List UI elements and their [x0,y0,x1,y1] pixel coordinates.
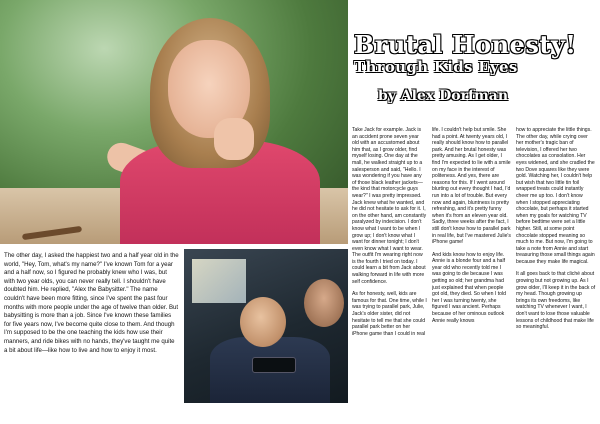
text-column-3 [516,127,596,419]
main-photo [0,0,348,244]
background-screen [192,259,246,303]
boy-head [240,297,286,347]
intro-paragraph: The other day, I asked the happiest two and a half year old in the world, "Hey, Tom, what's my name?" I've known Tom for a year and a half now, so I figured he probably knew who I was, but with two year olds, you can never really tell. I shouldn't have doubted him. He replied, "Alex the Babysitter." The name couldn't have been more fitting, since I've spent the past four months with more people under the age of twelve than older. But babysitting is more than a job. Since I've known these families for five years now, I've become quite close to them. And though I'm supposed to be the one teaching the kids how use their manners, and ride bikes with no hands, they've taught me quite a bit about life—like how to live and how to enjoy it most. [4,252,179,354]
text-column-1 [352,127,427,419]
column-paragraph: As for honesty, well, kids are famous for that. One time, while I was trying to parallel park, Julie, Jack's older sister, did not hesitate to tell me that she could parallel park better on her iPhone game than I could in real [352,291,427,337]
article-subtitle: Through Kids Eyes [354,58,518,76]
column-paragraph: It all goes back to that cliché about growing but not growing up. As I grow older, I'll keep it in the back of my head. Though growing up brings its own freedoms, like watching TV whenever I want, I don't want to lose those valuable lessons of childhood that make life so meaningful. [516,271,596,331]
handheld-device [252,357,296,373]
column-paragraph: Take Jack for example. Jack is an accident prone seven year old with an accustomed about him that, as I grow older, find myself losing. One day at the mall, he walked straight up to a salesperson and said, "Hello. I was wondering if you have any of those black leather jackets—the kind that motorcycle guys wear?" I was pretty impressed. Jack knew what he wanted, and he did not hesitate to ask for it. I, on the other hand, am constantly paralyzed by indecision. I don't know what I want to be when I grow up; I don't know what I want for dinner tonight; I don't even know what I want to wear. The outfit I'm wearing right now is the fourth I tried on today. I could learn a bit from Jack about walking forward in life with more self confidence. [352,127,427,285]
second-photo [184,249,348,403]
article-title: Brutal Honesty! [354,30,577,59]
girl-hand [214,118,254,160]
text-column-2 [432,127,511,419]
column-paragraph: life. I couldn't help but smile. She had a point. At twenty years old, I really should know how to parallel park. And her brutal honesty was pretty amusing. As I get older, I find I'm expected to lie with a smile on my face in the interest of politeness. And yes, there are reasons for this. If I went around blurting out every thought I had, I'd run into a lot of trouble. But every now and again, bluntness is pretty refreshing, and it's pretty funny when it's from an eleven year old. Sadly, three weeks after the fact, I still don't know how to parallel park in real life, but I've mastered Julie's iPhone game! [432,127,511,246]
background-child [304,279,344,327]
column-paragraph: And kids know how to enjoy life. Annie is a blonde four and a half year old who recently told me I was going to die because I was getting so old; her grandma had just explained that when people got old, they died. So when I told her I was turning twenty, she figured I was ancient. Perhaps because of her ominous outlook Annie really knows [432,251,506,324]
column-paragraph: how to appreciate the little things. The other day, while crying over her mother's tragic ban of television, I offered her two chocolates as consolation. Her eyes widened, and she cradled the two Dove squares like they were gold. Watching her, I couldn't help but wish that two little tin foil wrapped treats could instantly cheer me up too. I don't know when I stopped appreciating chocolate, but perhaps it started when my goals for watching TV before bedtime were set a little higher. Still, at some point chocolate stopped meaning so much to me. But now, I'm going to take a note from Annie and start treasuring those small things again because they make life magical. [516,127,595,265]
article-byline: by Alex Dorfman [378,88,509,104]
